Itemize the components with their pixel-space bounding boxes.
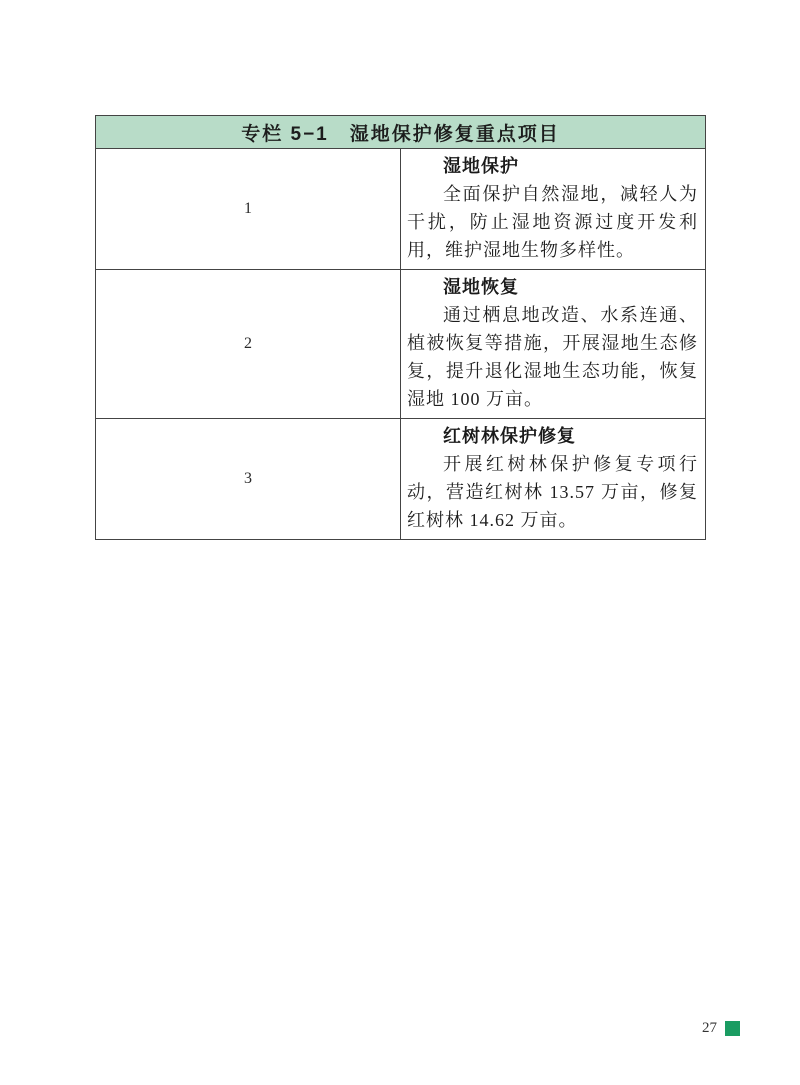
table-title: 专栏 5−1 湿地保护修复重点项目 — [96, 116, 706, 149]
page-number: 27 — [702, 1020, 717, 1036]
row-number: 3 — [96, 419, 401, 540]
item-heading: 湿地保护 — [443, 156, 519, 176]
item-heading: 湿地恢复 — [443, 277, 519, 297]
table-row — [96, 419, 706, 540]
item-heading: 红树林保护修复 — [443, 426, 576, 446]
item-body: 开展红树林保护修复专项行动，营造红树林 13.57 万亩，修复红树林 14.62 万亩。 — [407, 454, 698, 530]
row-content — [401, 270, 706, 419]
row-number: 1 — [96, 149, 401, 270]
item-body: 通过栖息地改造、水系连通、植被恢复等措施，开展湿地生态修复，提升退化湿地生态功能，恢复湿地 100 万亩。 — [407, 305, 698, 409]
row-content — [401, 419, 706, 540]
table-row — [96, 149, 706, 270]
table-row — [96, 270, 706, 419]
item-body: 全面保护自然湿地，减轻人为干扰，防止湿地资源过度开发利用，维护湿地生物多样性。 — [407, 184, 698, 260]
table-header-row — [96, 116, 706, 149]
page-footer — [702, 1020, 740, 1036]
page-marker-square-icon — [725, 1021, 740, 1036]
row-number: 2 — [96, 270, 401, 419]
row-content — [401, 149, 706, 270]
box-table — [95, 115, 706, 540]
